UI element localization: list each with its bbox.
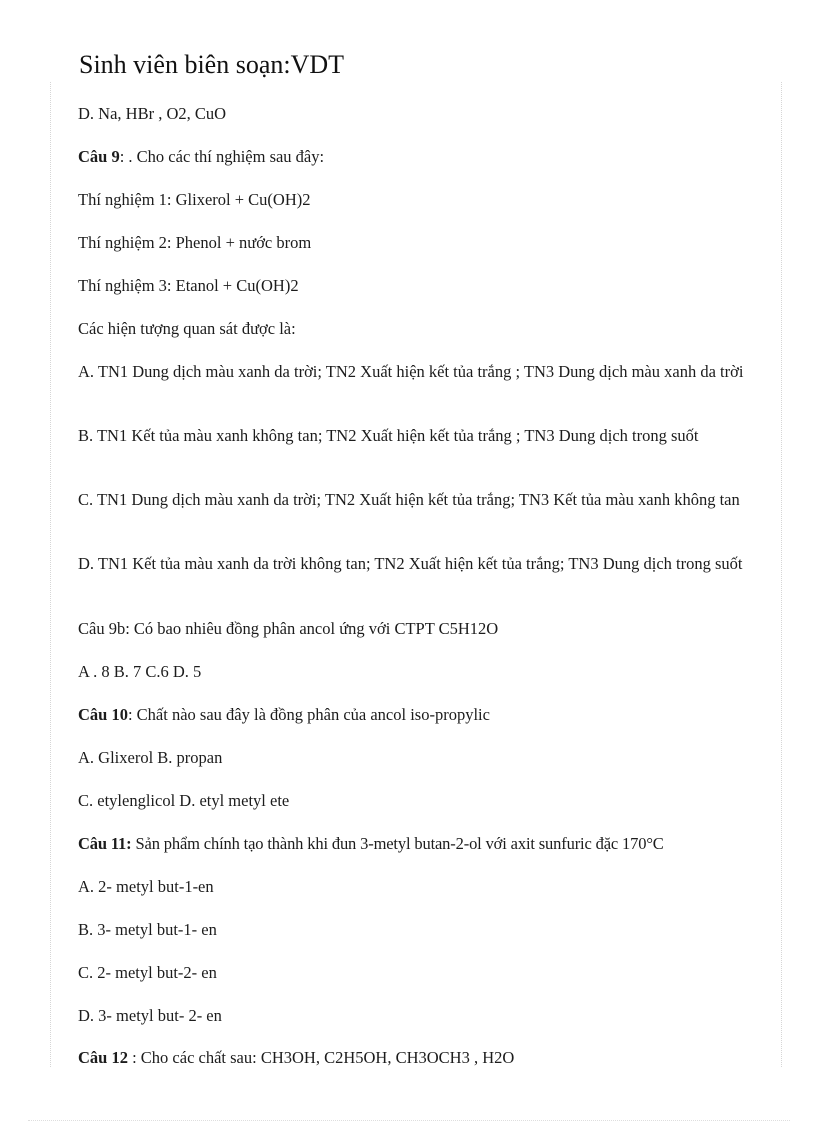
option-a: A. TN1 Dung dịch màu xanh da trời; TN2 Xuất hiện kết tủa trắng ; TN3 Dung dịch màu xanh da trời xyxy=(78,362,744,381)
question-10: Câu 10: Chất nào sau đây là đồng phân của ancol iso-propylic xyxy=(78,705,490,724)
answer-line: D. Na, HBr , O2, CuO xyxy=(78,104,227,123)
answers-10-ab: A. Glixerol B. propan xyxy=(78,748,223,767)
page-header: Sinh viên biên soạn:VDT xyxy=(79,50,345,79)
option-c: C. TN1 Dung dịch màu xanh da trời; TN2 Xuất hiện kết tủa trắng; TN3 Kết tủa màu xanh không tan xyxy=(78,490,740,509)
option-11a: A. 2- metyl but-1-en xyxy=(78,877,214,896)
experiment-2: Thí nghiệm 2: Phenol + nước brom xyxy=(78,233,312,252)
experiment-1: Thí nghiệm 1: Glixerol + Cu(OH)2 xyxy=(78,190,311,209)
option-11b: B. 3- metyl but-1- en xyxy=(78,920,217,939)
answers-9b: A . 8 B. 7 C.6 D. 5 xyxy=(78,662,202,681)
question-9b: Câu 9b: Có bao nhiêu đồng phân ancol ứng với CTPT C5H12O xyxy=(78,619,499,638)
question-11: Câu 11: Sản phẩm chính tạo thành khi đun 3-metyl butan-2-ol với axit sunfuric đặc 170°C xyxy=(78,834,664,853)
answers-10-cd: C. etylenglicol D. etyl metyl ete xyxy=(78,791,290,810)
option-11d: D. 3- metyl but- 2- en xyxy=(78,1006,222,1025)
question-9: Câu 9: . Cho các thí nghiệm sau đây: xyxy=(78,147,325,166)
observation-prompt: Các hiện tượng quan sát được là: xyxy=(78,319,296,338)
question-12: Câu 12 : Cho các chất sau: CH3OH, C2H5OH, CH3OCH3 , H2O xyxy=(78,1048,515,1067)
option-11c: C. 2- metyl but-2- en xyxy=(78,963,217,982)
bottom-divider xyxy=(28,1120,790,1121)
option-b: B. TN1 Kết tủa màu xanh không tan; TN2 Xuất hiện kết tủa trắng ; TN3 Dung dịch trong suốt xyxy=(78,426,699,445)
experiment-3: Thí nghiệm 3: Etanol + Cu(OH)2 xyxy=(78,276,299,295)
option-d: D. TN1 Kết tủa màu xanh da trời không tan; TN2 Xuất hiện kết tủa trắng; TN3 Dung dịch trong suốt xyxy=(78,554,743,573)
